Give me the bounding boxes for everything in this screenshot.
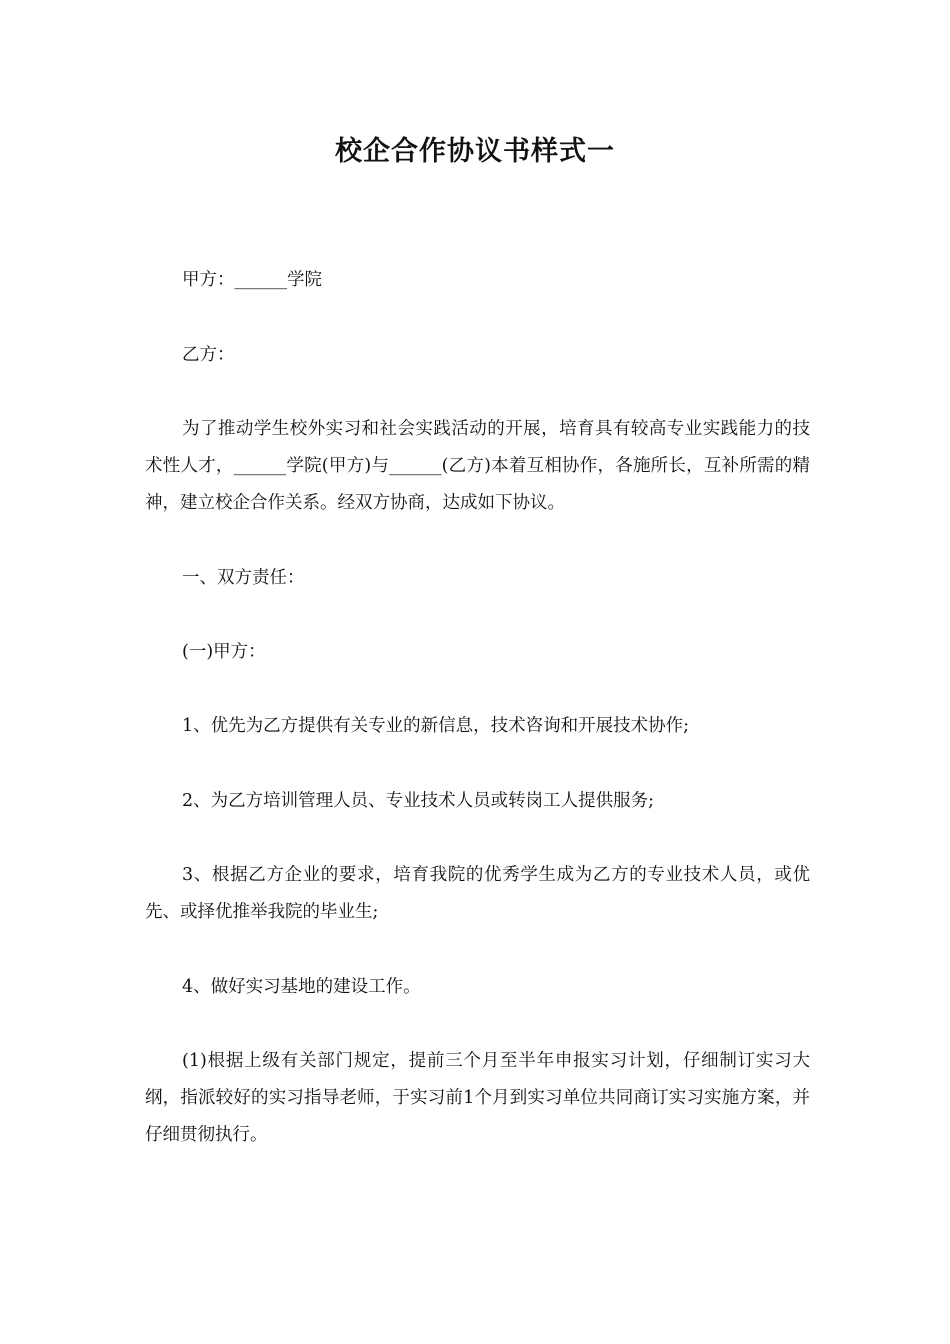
intro-paragraph: 为了推动学生校外实习和社会实践活动的开展，培育具有较高专业实践能力的技术性人才，______学院(甲方)与______(乙方)本着互相协作，各施所长，互补所需的精神，建立校企合作关系。经双方协商，达成如下协议。 <box>145 419 810 513</box>
clause-4: 4、做好实习基地的建设工作。 <box>182 977 421 997</box>
party-b-line: 乙方： <box>182 345 235 365</box>
party-a-line: 甲方：______学院 <box>182 270 322 290</box>
clause-3: 3、根据乙方企业的要求，培育我院的优秀学生成为乙方的专业技术人员，或优先、或择优推举我院的毕业生; <box>145 865 810 922</box>
subsection-heading-party-a: (一)甲方： <box>182 642 266 662</box>
clause-2: 2、为乙方培训管理人员、专业技术人员或转岗工人提供服务; <box>182 791 655 811</box>
clause-4-item-1: (1)根据上级有关部门规定，提前三个月至半年申报实习计划，仔细制订实习大纲，指派较好的实习指导老师，于实习前1个月到实习单位共同商订实习实施方案，并仔细贯彻执行。 <box>145 1051 810 1145</box>
section-heading-responsibilities: 一、双方责任： <box>182 568 305 588</box>
clause-1: 1、优先为乙方提供有关专业的新信息，技术咨询和开展技术协作; <box>182 716 690 736</box>
document-title: 校企合作协议书样式一 <box>335 136 615 167</box>
